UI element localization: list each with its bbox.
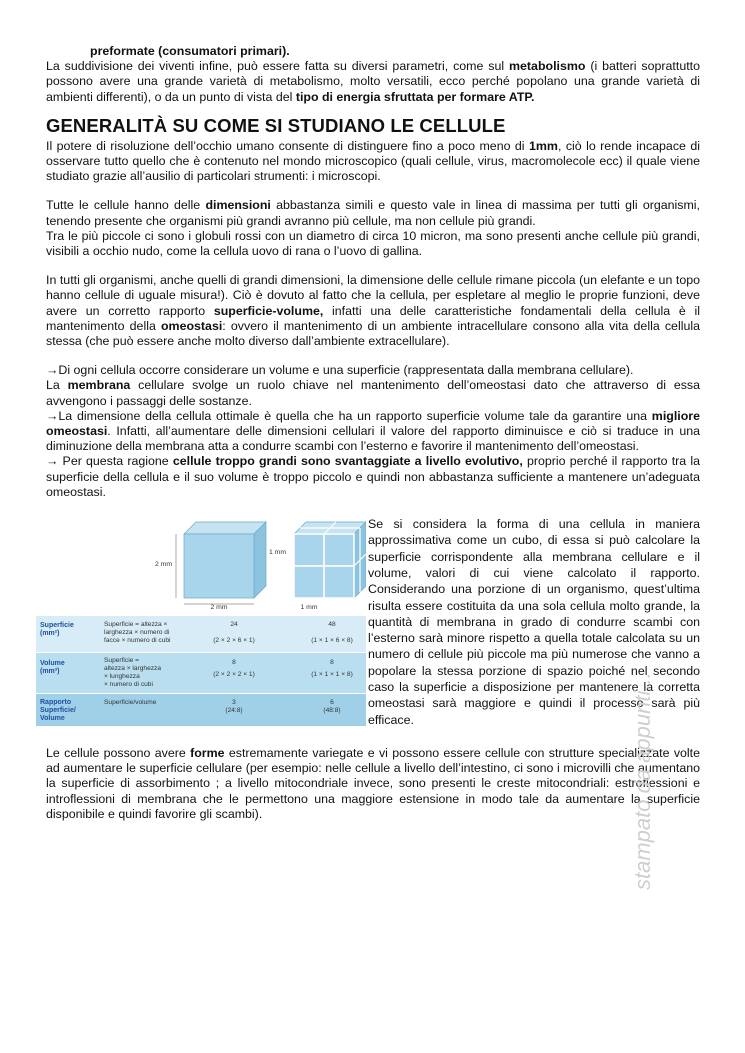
- svg-text:3: 3: [232, 699, 236, 707]
- svg-text:24: 24: [230, 621, 238, 629]
- large-cube-side-label: 2 mm: [155, 561, 172, 569]
- svg-text:Volume: Volume: [40, 660, 65, 668]
- svg-text:(24:8): (24:8): [225, 707, 243, 715]
- paragraph-membrane: La membrana cellulare svolge un ruolo chiave nel mantenimento dell’omeostasi dato che attraverso di essa avvengono i passaggi delle sostanze.: [46, 378, 700, 408]
- small-cubes-icon: [294, 522, 366, 598]
- paragraph-intro: La suddivisione dei viventi infine, può essere fatta su diversi parametri, come sul metabolismo (i batteri soprattutto possono avere una grande varietà di metabolismo, molto versatili, ecco perché popolano una grande varietà di ambienti differenti), o da un punto di vista del tipo di energia sfruttata per formare ATP.: [46, 59, 700, 104]
- paragraph-volume-surface: →Di ogni cellula occorre considerare un volume e una superficie (rappresentata dalla membrana cellulare).: [46, 363, 634, 378]
- svg-text:(2 × 2 × 2 × 1): (2 × 2 × 2 × 1): [213, 671, 255, 679]
- svg-text:(1 × 1 × 1 × 8): (1 × 1 × 1 × 8): [311, 671, 353, 679]
- large-cube-bottom-label: 2 mm: [210, 604, 228, 612]
- watermark: [602, 560, 672, 900]
- paragraph-large-cells: → Per questa ragione cellule troppo grandi sono svantaggiate a livello evolutivo, proprio perché il rapporto tra la superficie della cellula e il suo volume è troppo piccolo e quindi non abbastanza sufficiente a mantenere un’adeguata omeostasi.: [46, 454, 700, 499]
- svg-text:8: 8: [232, 659, 236, 667]
- svg-text:(mm³): (mm³): [40, 668, 60, 676]
- svg-text:larghezza × numero di: larghezza × numero di: [104, 629, 170, 637]
- svg-text:(48:8): (48:8): [323, 707, 341, 715]
- large-cube-icon: [184, 522, 266, 598]
- cube-surface-volume-figure: [36, 516, 366, 726]
- intro-line: preformate (consumatori primari).: [90, 44, 290, 58]
- svg-text:(2 × 2 × 6 × 1): (2 × 2 × 6 × 1): [213, 637, 255, 645]
- svg-text:(mm²): (mm²): [40, 630, 60, 638]
- paragraph-optimal-size: →La dimensione della cellula ottimale è quella che ha un rapporto superficie volume tale da garantire una migliore omeostasi. Infatti, all’aumentare delle dimensioni cellulari il valore del rapporto diminuisce e ciò si traduce in una diminuzione della membrana atta a condurre scambi con l’esterno e favorire il mantenimento dell’omeostasi.: [46, 408, 700, 454]
- svg-text:(1 × 1 × 6 × 8): (1 × 1 × 6 × 8): [311, 637, 353, 645]
- svg-text:altezza × larghezza: altezza × larghezza: [104, 665, 161, 673]
- svg-text:× numero di cubi: × numero di cubi: [104, 681, 153, 689]
- paragraph-dimensions: Tutte le cellule hanno delle dimensioni abbastanza simili e questo vale in linea di massima per tutti gli organismi, tenendo presente che organismi più grandi avranno più cellule, ma non cellule più grandi.: [46, 198, 700, 228]
- small-cube-side-label: 1 mm: [269, 549, 286, 557]
- paragraph-cube-explanation: Se si considera la forma di una cellula in maniera approssimativa come un cubo, di essa si può calcolare la superficie corrispondente alla membrana cellulare e il volume, valori di cui viene calcolato il rapporto. Considerando una porzione di un organismo, quest’ultima risulta essere costituita da una sola cellula molto grande, la quantità di membrana in grado di condurre scambi con l’esterno sarà minore rispetto a quella totale calcolata su un numero di cellule più piccole ma più numerose che vanno a popolare la stessa porzione di spazio poiché nel secondo caso la superficie a disposizione per mantenere la corretta omeostasi sarà maggiore e quindi il processo sarà più efficace.: [368, 517, 700, 727]
- svg-text:Superficie =: Superficie =: [104, 657, 140, 665]
- svg-text:Superficie = altezza ×: Superficie = altezza ×: [104, 621, 168, 629]
- paragraph-cell-shapes: Le cellule possono avere forme estremamente variegate e vi possono essere cellule con strutture specializzate volte ad aumentare le superficie cellulare (per esempio: nelle cellule a livello dell’intestino, ci sono i microvilli che aumentano la superficie di assorbimento ; a livello mitocondriale invece, sono presenti le creste mitocondriali: estroflessioni e introflessioni di membrana che le permettono una maggiore estensione in modo tale da aumentare la superficie disponibile e quindi favorire gli scambi).: [46, 746, 700, 821]
- svg-text:Rapporto: Rapporto: [40, 699, 72, 707]
- svg-text:× lunghezza: × lunghezza: [104, 673, 140, 681]
- svg-text:facce × numero di cubi: facce × numero di cubi: [104, 637, 171, 645]
- paragraph-resolution: Il potere di risoluzione dell’occhio umano consente di distinguere fino a poco meno di 1mm, ciò lo rende incapace di osservare tutto quello che è contenuto nel mondo microscopico (quali cellule, virus, macromolecole ecc) il quale viene studiato grazie all’ausilio di particolari strumenti: i microscopi.: [46, 138, 700, 184]
- paragraph-surface-volume: In tutti gli organismi, anche quelli di grandi dimensioni, la dimensione delle cellule rimane piccola (un elefante e un topo hanno cellule di uguale misura!). Ciò è dovuto al fatto che la cellula, per espletare al meglio le proprie funzioni, deve avere un corretto rapporto superficie-volume, infatti una delle caratteristiche fondamentali della cellula è il mantenimento della omeostasi: ovvero il mantenimento di un ambiente intracellulare consono alla vita della cellula stessa (che può essere anche molto diverso dall’ambiente extracellulare).: [46, 273, 700, 349]
- small-cube-bottom-label: 1 mm: [300, 604, 318, 612]
- svg-text:8: 8: [330, 659, 334, 667]
- svg-text:Superficie: Superficie: [40, 622, 74, 630]
- svg-text:Volume: Volume: [40, 715, 65, 723]
- section-heading: GENERALITÀ SU COME SI STUDIANO LE CELLULE: [46, 114, 506, 136]
- svg-text:48: 48: [328, 621, 336, 629]
- svg-text:6: 6: [330, 699, 334, 707]
- svg-text:Superficie/volume: Superficie/volume: [104, 699, 157, 707]
- svg-text:stampato da appunti...: stampato da appunti...: [630, 672, 655, 890]
- paragraph-smallest-cells: Tra le più piccole ci sono i globuli rossi con un diametro di circa 10 micron, ma sono presenti anche cellule più grandi, visibili a occhio nudo, come la cellula uovo di rana o l’uovo di gallina.: [46, 228, 700, 259]
- svg-text:Superficie/: Superficie/: [40, 707, 76, 715]
